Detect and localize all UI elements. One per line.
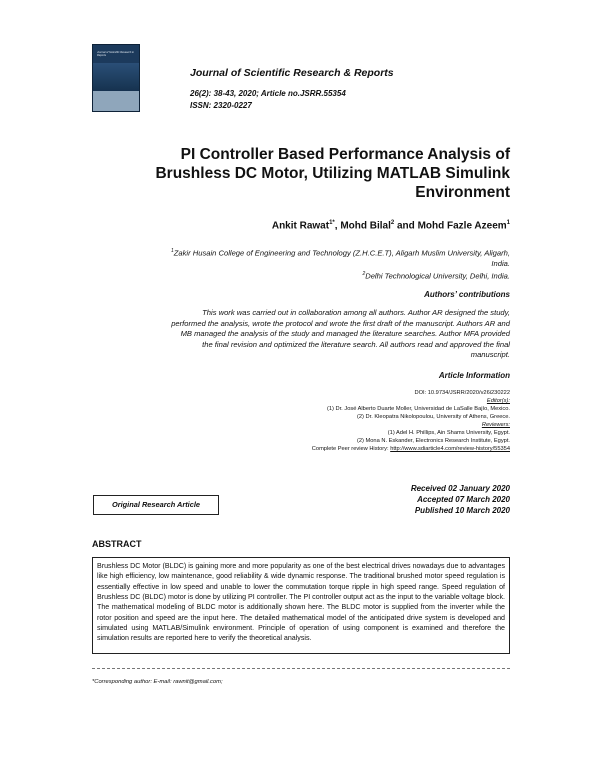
cover-band (93, 63, 139, 91)
author-sup: 1* (329, 220, 335, 226)
contributions-text (96, 308, 510, 361)
received-date: Received 02 January 2020 (410, 484, 510, 493)
contributions-line: MB managed the analysis of the study and managed the literature searches. Author MFA provided (180, 329, 510, 339)
editor-entry: (1) Dr. José Alberto Duarte Moller, Universidad de LaSalle Bajío, Mexico. (326, 406, 510, 412)
review-history (150, 445, 510, 453)
title-line: Environment (415, 184, 510, 201)
issn: ISSN: 2320-0227 (190, 101, 252, 110)
article-type-badge: Original Research Article (93, 495, 219, 515)
affiliation-line: $^1$Zakir Husain College of Engineering and Technology (Z.H.C.E.T), Aligarh Muslim University, Aligarh, (170, 248, 510, 258)
review-history-label: Complete Peer review History: (311, 446, 391, 452)
contributions-line: the final revision and optimized the literature search. All authors read and approved the final (202, 339, 510, 349)
reviewer-entry: (1) Adel H. Phillips, Ain Shams University, Egypt. (387, 430, 510, 436)
author-name: Mohd Bilal (340, 220, 391, 232)
contributions-heading: Authors’ contributions (424, 290, 510, 299)
author-name: Ankit Rawat (271, 220, 330, 232)
contributions-line: performed the analysis, wrote the protocol and wrote the first draft of the manuscript. Authors AR and (171, 318, 510, 328)
title-line: PI Controller Based Performance Analysis of (180, 146, 510, 163)
journal-cover-image (92, 44, 140, 112)
article-info-heading: Article Information (438, 371, 510, 380)
author-name: Mohd Fazle Azeem (417, 220, 507, 232)
affiliation-sup: 1 (170, 248, 174, 254)
author-separator: , (334, 220, 341, 232)
paper-title (110, 145, 510, 202)
author-sup: 2 (390, 220, 395, 226)
author-sup: 1 (506, 220, 510, 226)
affiliation-line: $^2$Delhi Technological University, Delhi, India. (362, 270, 510, 281)
review-history-link[interactable]: http://www.sdiarticle4.com/review-history/55354 (390, 446, 510, 452)
corresponding-author-footnote: *Corresponding author: E-mail: rawnit@gmail.com; (92, 679, 223, 685)
citation: 26(2): 38-43, 2020; Article no.JSRR.55354 (190, 89, 346, 98)
journal-title: Journal of Scientific Research & Reports (190, 67, 394, 79)
editors-label: Editor(s): (486, 398, 510, 404)
abstract-text: Brushless DC Motor (BLDC) is gaining more and more popularity as one of the best electrical drives nowadays due to advantages like high efficiency, low maintenance, good reliability & wide dynamic response. The traditional brushed motor speed regulation is essentially effective in low speed and unable to lower the commutation torque ripple in high speed range. Speed regulation of Brushless DC (BLDC) motor is done by utilizing PI controller. The PI controller output act as the input to the variable voltage block. The mathematical modeling of BLDC motor is additionally shown here. The BLDC motor is supplied from the inverter while the rotor position and speed are the input here. The detailed mathematical model of the anticipated drive system is developed and simulated using MATLAB/Simulink environment. Principle of operation of using component is examined and therefore the simulation results are reported here to verify the theoretical analysis. (97, 562, 505, 643)
published-date: Published 10 March 2020 (414, 506, 510, 515)
footnote-divider (92, 668, 510, 669)
reviewer-entry: (2) Mona N. Eskander, Electronics Research Institute, Egypt. (357, 438, 510, 444)
article-info (150, 389, 510, 453)
contributions-line: This work was carried out in collaboration among all authors. Author AR designed the study, (202, 308, 510, 317)
affiliation-1 (60, 246, 510, 281)
reviewers-label: Reviewers: (481, 422, 510, 428)
affiliation-line: India. (491, 258, 510, 268)
editor-entry: (2) Dr. Kleopatra Nikolopoulou, University of Athens, Greece. (356, 414, 510, 420)
doi: DOI: 10.9734/JSRR/2020/v26i230222 (414, 390, 510, 396)
cover-strip (93, 91, 139, 111)
author-list (170, 220, 510, 231)
cover-title: Journal of Scientific Research & Reports (97, 51, 134, 57)
abstract-heading: ABSTRACT (92, 539, 142, 549)
author-separator: and (394, 220, 418, 232)
contributions-line: manuscript. (470, 350, 510, 360)
title-line: Brushless DC Motor, Utilizing MATLAB Simulink (155, 165, 510, 182)
accepted-date: Accepted 07 March 2020 (417, 495, 510, 504)
affiliation-sup: 2 (362, 270, 366, 277)
